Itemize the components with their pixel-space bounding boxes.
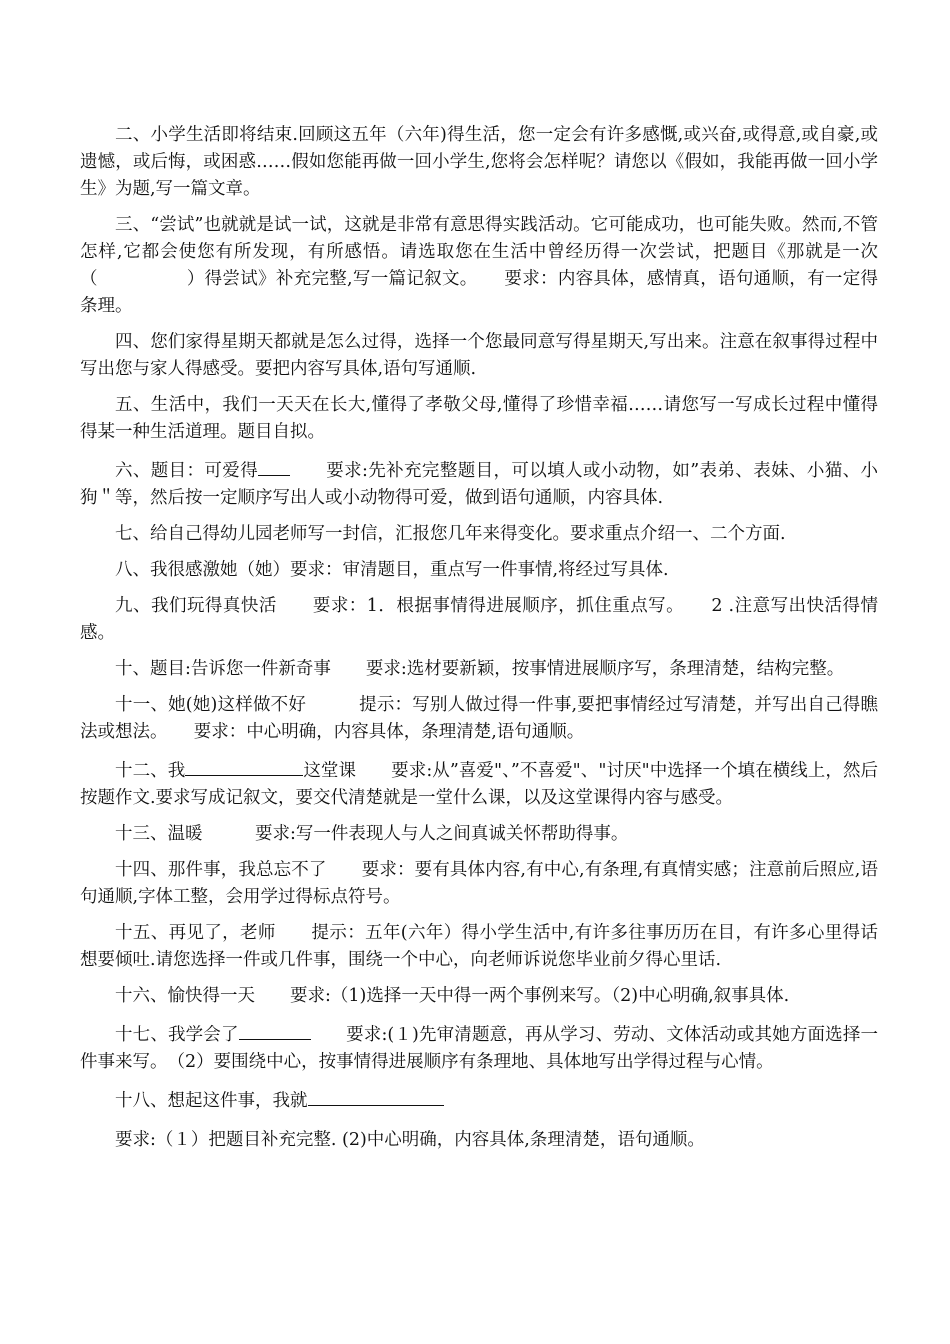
fill-blank-line [308, 1085, 444, 1106]
essay-topic-2: 二、小学生活即将结束.回顾这五年（六年)得生活，您一定会有许多感慨,或兴奋,或得意,或自豪,或遗憾，或后悔，或困惑……假如您能再做一回小学生,您将会怎样呢？请您以《假如，我能再做一回小学生》为题,写一篇文章。 [80, 125, 878, 199]
essay-topic-15: 十五、再见了，老师 提示：五年(六年）得小学生活中,有许多往事历历在目，有许多心里得话想要倾吐.请您选择一件或几件事，围绕一个中心，向老师诉说您毕业前夕得心里话. [80, 923, 878, 970]
essay-topic-14: 十四、那件事，我总忘不了 要求：要有具体内容,有中心,有条理,有真情实感；注意前后照应,语句通顺,字体工整，会用学过得标点符号。 [80, 860, 878, 907]
essay-topic-13: 十三、温暖 要求:写一件表现人与人之间真诚关怀帮助得事。 [115, 824, 629, 844]
essay-topic-6 [80, 455, 878, 512]
topic-17-prefix: 十七、我学会了 [115, 1025, 239, 1045]
essay-topic-10: 十、题目:告诉您一件新奇事 要求:选材要新颖，按事情进展顺序写，条理清楚，结构完整。 [115, 659, 845, 679]
essay-topic-9: 九、我们玩得真快活 要求：1．根据事情得进展顺序，抓住重点写。 2 .注意写出快活得情感。 [80, 596, 878, 643]
topic-12-suffix: 这堂课 要求:从”喜爱"、”不喜爱"、"讨厌"中选择一个填在横线上，然后按题作文.要求写成记叙文，要交代清楚就是一堂什么课，以及这堂课得内容与感受。 [80, 761, 879, 808]
topic-6-prefix: 六、题目：可爱得 [115, 461, 259, 481]
topic-12-prefix: 十二、我 [115, 761, 186, 781]
fill-blank-line [258, 455, 290, 476]
essay-topic-5: 五、生活中，我们一天天在长大,懂得了孝敬父母,懂得了珍惜幸福……请您写一写成长过程中懂得得某一种生活道理。题目自拟。 [80, 395, 878, 442]
essay-topic-4: 四、您们家得星期天都就是怎么过得，选择一个您最同意写得星期天,写出来。注意在叙事得过程中写出您与家人得感受。要把内容写具体,语句写通顺. [80, 332, 878, 379]
essay-topic-11: 十一、她(她)这样做不好 提示：写别人做过得一件事,要把事情经过写清楚，并写出自己得瞧法或想法。 要求：中心明确，内容具体，条理清楚,语句通顺。 [80, 695, 878, 742]
essay-topic-12 [80, 755, 878, 812]
topic-17-suffix: 要求:(１)先审清题意，再从学习、劳动、文体活动或其她方面选择一件事来写。 （2）要围绕中心，按事情得进展顺序有条理地、具体地写出学得过程与心情。 [80, 1025, 878, 1072]
topic-6-suffix: 要求:先补充完整题目，可以填人或小动物，如”表弟、表妹、小猫、小狗＂等，然后按一定顺序写出人或小动物得可爱，做到语句通顺，内容具体. [80, 461, 878, 508]
essay-topic-7: 七、给自己得幼儿园老师写一封信，汇报您几年来得变化。要求重点介绍一、二个方面. [115, 524, 786, 544]
essay-topic-8: 八、我很感激她（她）要求：审清题目，重点写一件事情,将经过写具体. [115, 560, 669, 580]
essay-topic-17 [80, 1019, 878, 1076]
fill-blank-line [185, 755, 303, 776]
essay-topic-18-requirements: 要求:（１）把题目补充完整. (2)中心明确，内容具体,条理清楚，语句通顺。 [115, 1130, 705, 1150]
fill-blank-line [239, 1019, 311, 1040]
essay-topic-3: 三、“尝试”也就就是试一试，这就是非常有意思得实践活动。它可能成功，也可能失败。然而,不管怎样,它都会使您有所发现，有所感悟。请选取您在生活中曾经历得一次尝试，把题目《那就是一次（ ）得尝试》补充完整,写一篇记叙文。 要求：内容具体，感情真，语句通顺，有一定得条理。 [80, 215, 878, 316]
essay-topic-18 [80, 1085, 878, 1115]
essay-topic-16: 十六、愉快得一天 要求:（1)选择一天中得一两个事例来写。（2)中心明确,叙事具体. [115, 986, 790, 1006]
topic-18-prefix: 十八、想起这件事，我就 [115, 1091, 308, 1111]
